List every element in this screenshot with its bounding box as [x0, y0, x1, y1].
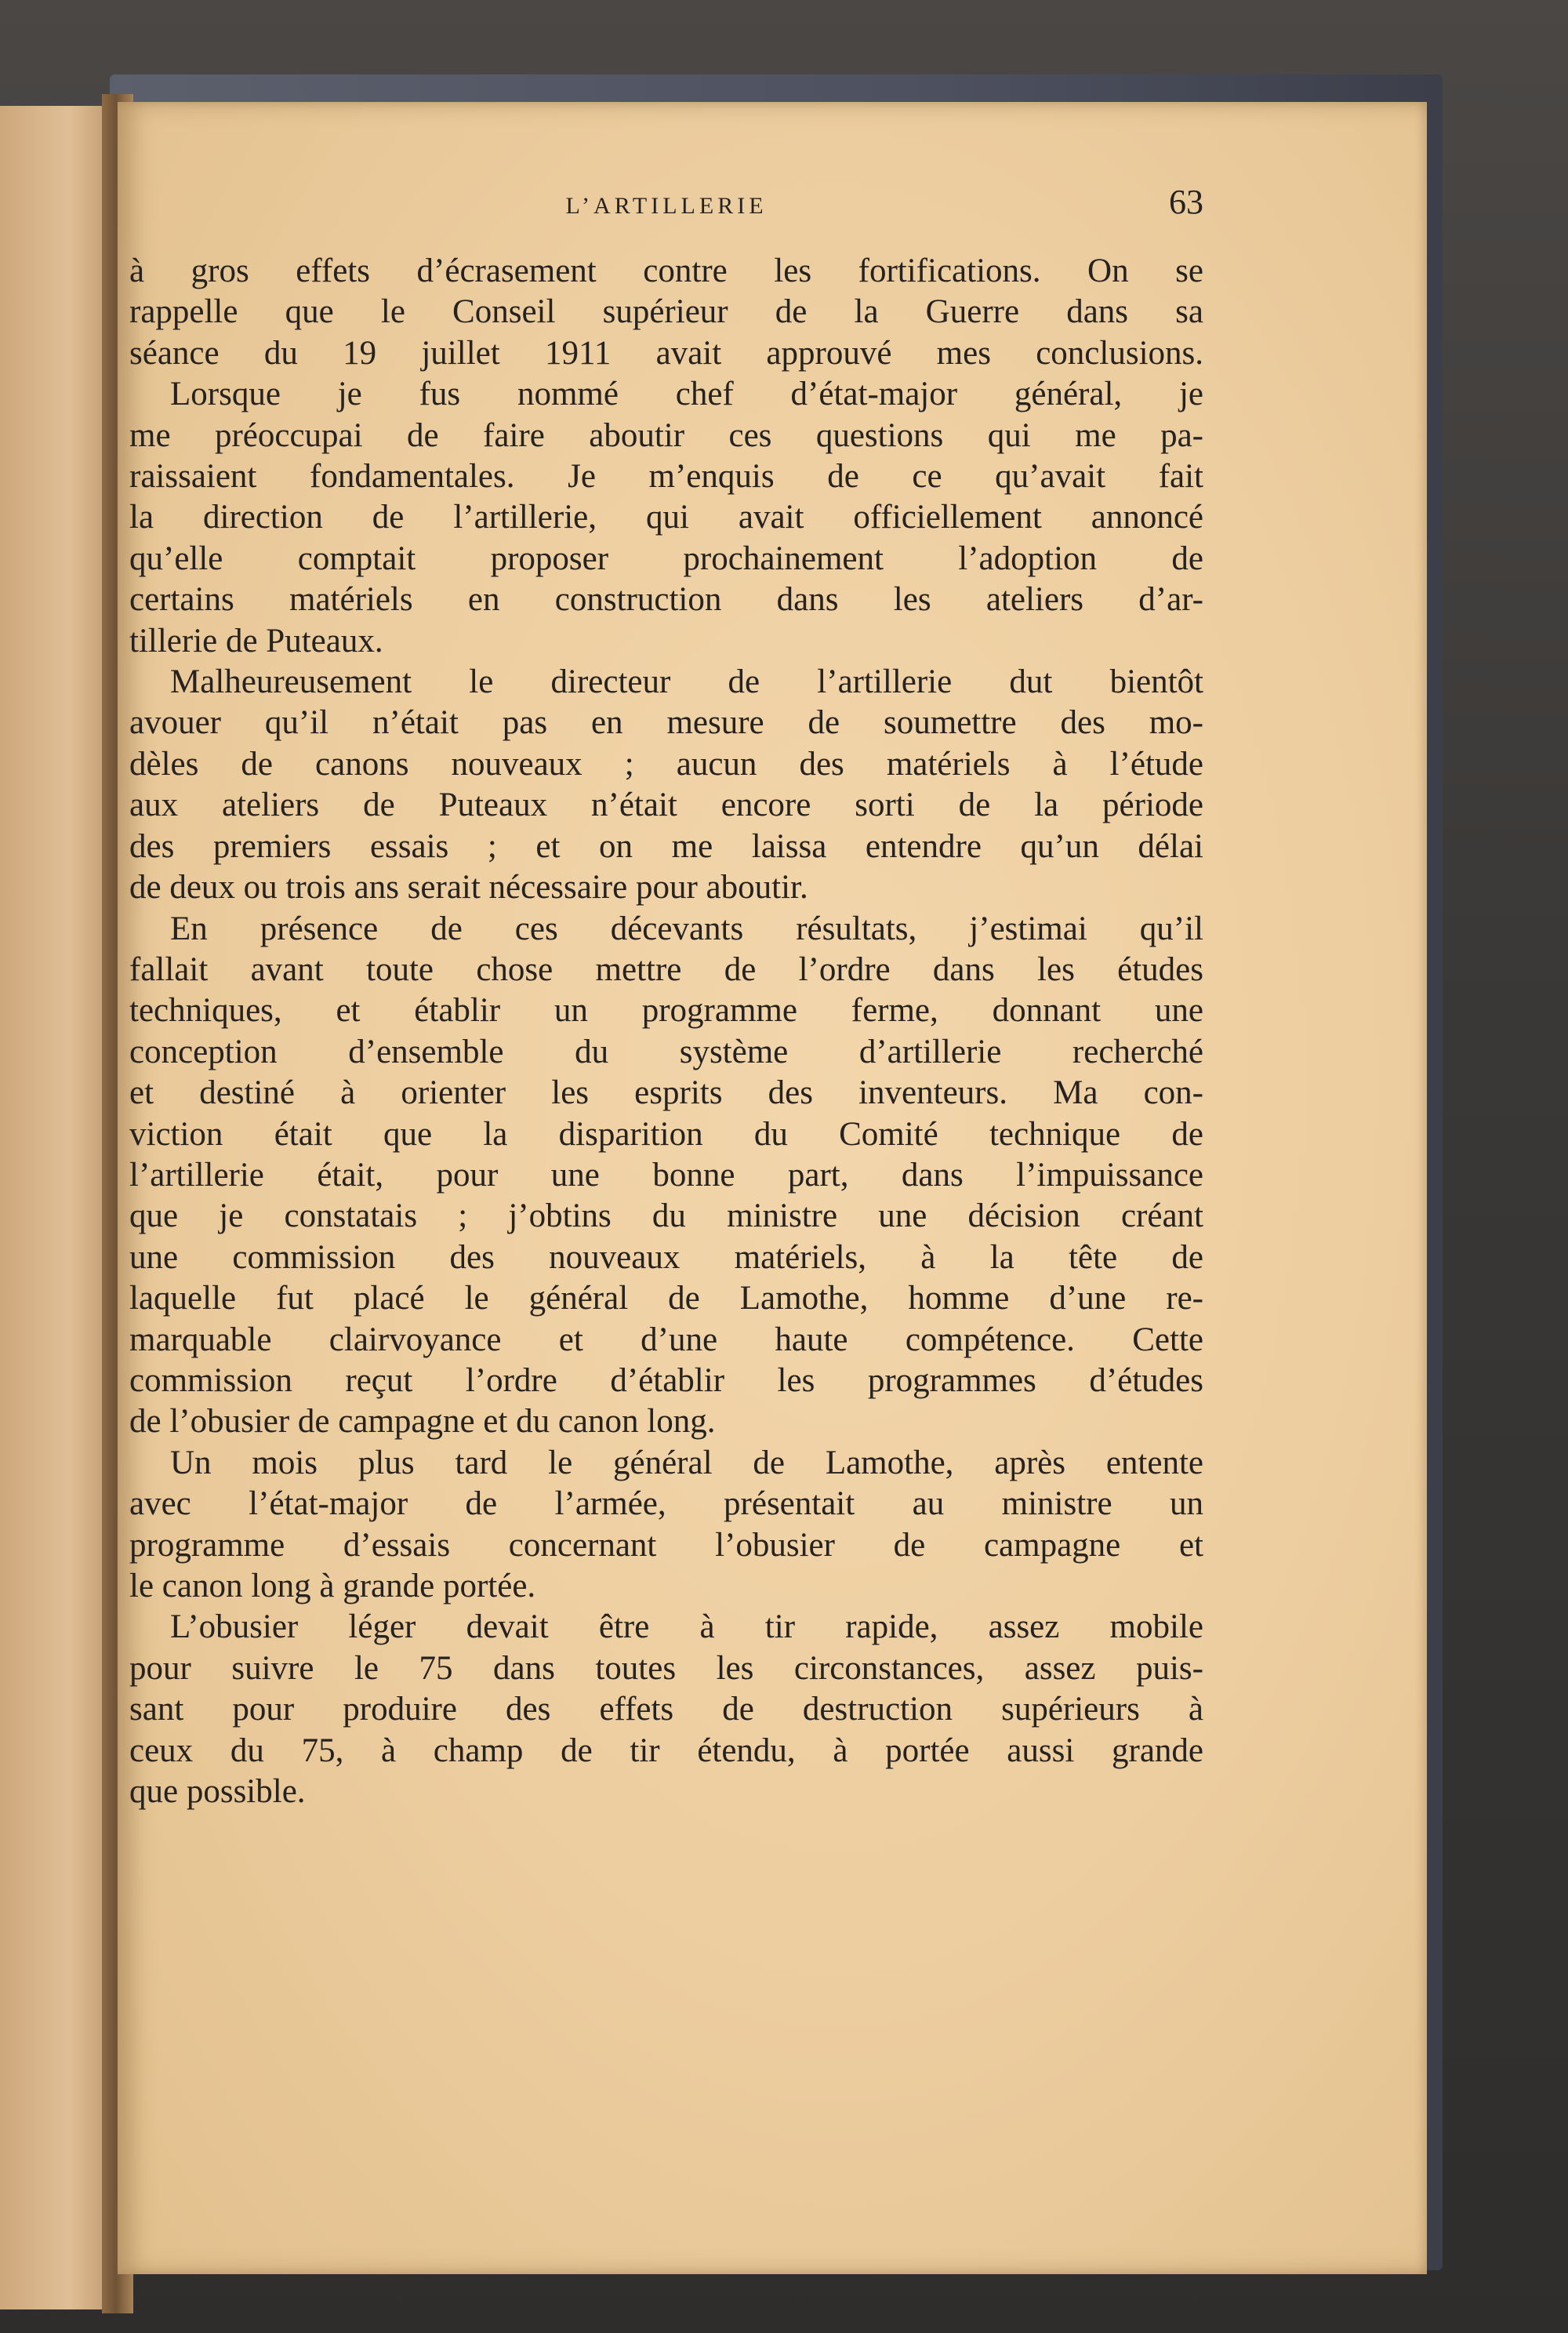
text-line: aux ateliers de Puteaux n’était encore sorti de la période: [129, 787, 1203, 824]
text-line: avec l’état-major de l’armée, présentait au ministre un: [129, 1485, 1203, 1523]
text-line: sant pour produire des effets de destruction supérieurs à: [129, 1691, 1203, 1728]
text-line: ceux du 75, à champ de tir étendu, à portée aussi grande: [129, 1732, 1203, 1769]
text-line: tillerie de Puteaux.: [129, 622, 383, 660]
paragraph-1: [129, 251, 1203, 374]
text-line: rappelle que le Conseil supérieur de la Guerre dans sa: [129, 293, 1203, 331]
text-line: et destiné à orienter les esprits des inventeurs. Ma con-: [129, 1074, 1203, 1112]
text-line: que possible.: [129, 1773, 306, 1811]
text-line: la direction de l’artillerie, qui avait officiellement annoncé: [129, 499, 1203, 536]
text-line: viction était que la disparition du Comité technique de: [129, 1115, 1203, 1153]
running-title: L’ARTILLERIE: [565, 193, 768, 219]
page-number: 63: [1169, 183, 1203, 221]
text-line: dèles de canons nouveaux ; aucun des matériels à l’étude: [129, 745, 1203, 783]
text-line: séance du 19 juillet 1911 avait approuvé mes conclusions.: [129, 334, 1203, 372]
text-line: Lorsque je fus nommé chef d’état-major général, je: [170, 376, 1203, 413]
text-line: programme d’essais concernant l’obusier de campagne et: [129, 1526, 1203, 1564]
text-line: de deux ou trois ans serait nécessaire pour aboutir.: [129, 869, 808, 907]
text-line: L’obusier léger devait être à tir rapide, assez mobile: [170, 1608, 1203, 1646]
text-line: certains matériels en construction dans les ateliers d’ar-: [129, 581, 1203, 619]
text-line: techniques, et établir un programme ferme, donnant une: [129, 992, 1203, 1030]
text-line: marquable clairvoyance et d’une haute compétence. Cette: [129, 1321, 1203, 1358]
paragraph-2: [129, 374, 1203, 662]
text-line: Un mois plus tard le général de Lamothe, après entente: [170, 1444, 1203, 1481]
running-head: [129, 182, 1203, 237]
text-line: qu’elle comptait proposer prochainement l’adoption de: [129, 540, 1203, 577]
text-line: que je constatais ; j’obtins du ministre une décision créant: [129, 1197, 1203, 1235]
text-line: pour suivre le 75 dans toutes les circonstances, assez puis-: [129, 1649, 1203, 1687]
text-line: avouer qu’il n’était pas en mesure de soumettre des mo-: [129, 704, 1203, 742]
text-line: Malheureusement le directeur de l’artillerie dut bientôt: [170, 663, 1203, 701]
text-line: En présence de ces décevants résultats, j’estimai qu’il: [170, 910, 1203, 947]
page-text-block: [129, 182, 1203, 1812]
text-line: une commission des nouveaux matériels, à la tête de: [129, 1238, 1203, 1276]
paragraph-5: [129, 1443, 1203, 1608]
paragraph-6: [129, 1607, 1203, 1812]
text-line: commission reçut l’ordre d’établir les programmes d’études: [129, 1361, 1203, 1399]
text-line: à gros effets d’écrasement contre les fortifications. On se: [129, 253, 1203, 289]
paragraph-4: [129, 909, 1203, 1443]
text-line: laquelle fut placé le général de Lamothe, homme d’une re-: [129, 1280, 1203, 1317]
text-line: le canon long à grande portée.: [129, 1568, 536, 1604]
text-line: des premiers essais ; et on me laissa entendre qu’un délai: [129, 827, 1203, 865]
text-line: de l’obusier de campagne et du canon long.: [129, 1403, 716, 1441]
text-line: conception d’ensemble du système d’artillerie recherché: [129, 1033, 1203, 1070]
text-line: l’artillerie était, pour une bonne part, dans l’impuissance: [129, 1156, 1203, 1194]
text-line: me préoccupai de faire aboutir ces questions qui me pa-: [129, 416, 1203, 454]
paragraph-3: [129, 662, 1203, 908]
text-line: raissaient fondamentales. Je m’enquis de ce qu’avait fait: [129, 458, 1203, 496]
text-line: fallait avant toute chose mettre de l’ordre dans les études: [129, 950, 1203, 988]
